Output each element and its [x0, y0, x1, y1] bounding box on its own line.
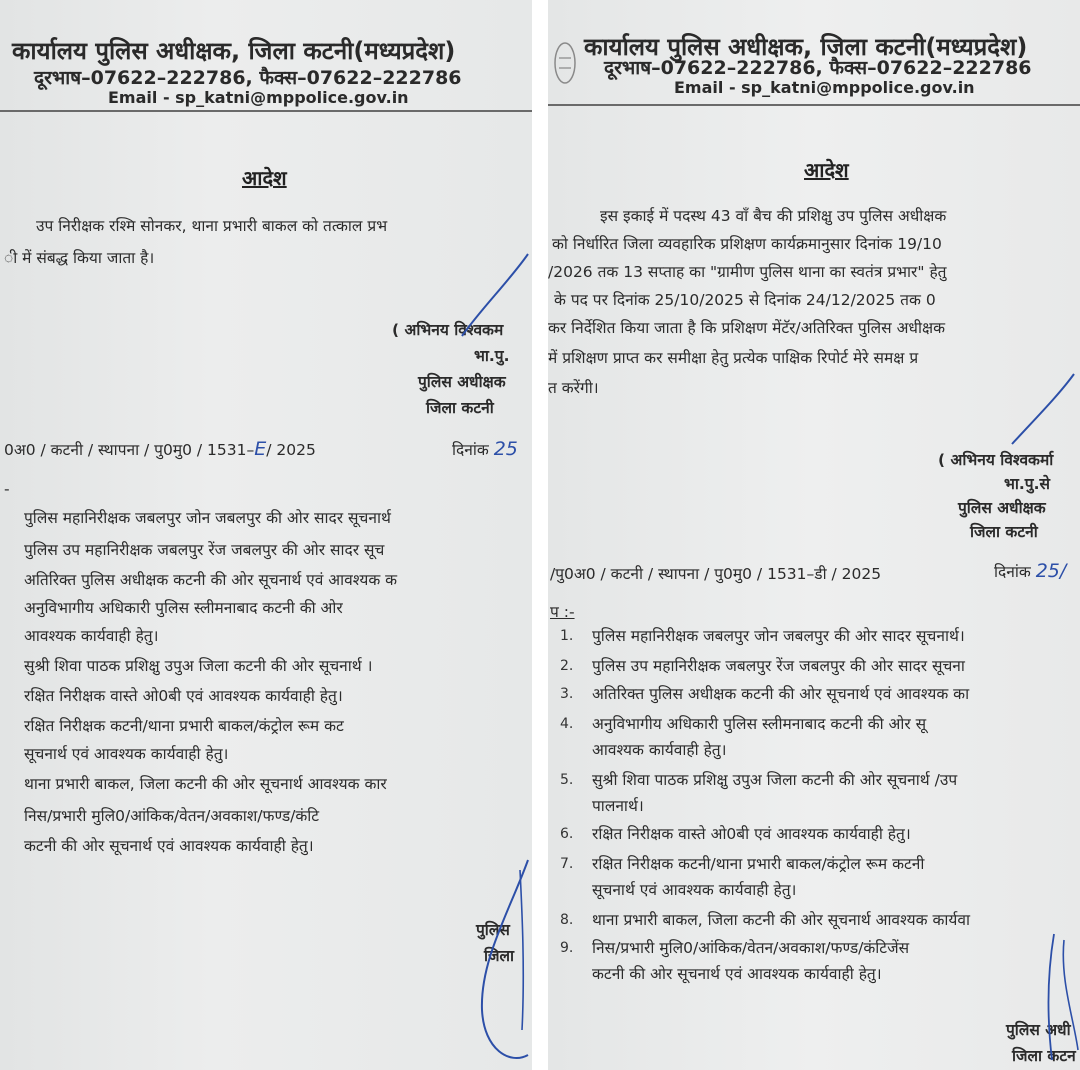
header-rule [548, 104, 1080, 106]
date-label: दिनांक [452, 441, 489, 459]
contact-line: दूरभाष–07622–222786, फैक्स–07622–222786 [34, 67, 462, 89]
order-body-line: उप निरीक्षक रश्मि सोनकर, थाना प्रभारी बाकल को तत्काल प्रभ [36, 217, 388, 235]
copy-list-item: अतिरिक्त पुलिस अधीक्षक कटनी की ओर सूचनार्थ एवं आवश्यक क [24, 571, 398, 589]
bottom-signature-designation: पुलिस अधी [1006, 1021, 1071, 1039]
handwritten-signature-stroke [470, 850, 532, 1070]
signatory-name: ( अभिनय विश्वकम [392, 321, 504, 339]
list-number: 9. [560, 940, 574, 956]
signatory-district: जिला कटनी [970, 523, 1038, 541]
handwritten-signature-stroke [440, 250, 532, 340]
date-field [452, 438, 518, 460]
reference-number [4, 438, 316, 460]
list-item: कटनी की ओर सूचनार्थ एवं आवश्यक कार्यवाही हेतु। [592, 965, 882, 983]
order-body-line: में प्रशिक्षण प्राप्त कर समीक्षा हेतु प्रत्येक पाक्षिक रिपोर्ट मेरे समक्ष प्र [548, 349, 919, 367]
date-field [994, 560, 1066, 582]
list-item: पुलिस महानिरीक्षक जबलपुर जोन जबलपुर की ओर सादर सूचनार्थ। [592, 627, 965, 645]
copy-mark: - [4, 480, 10, 498]
copy-list-item: कटनी की ओर सूचनार्थ एवं आवश्यक कार्यवाही हेतु। [24, 837, 314, 855]
bottom-signature-district: जिला कटन [1012, 1047, 1076, 1065]
contact-line: दूरभाष–07622–222786, फैक्स–07622–222786 [604, 57, 1032, 79]
list-item: आवश्यक कार्यवाही हेतु। [592, 741, 727, 759]
handwritten-signature-stroke [998, 370, 1080, 450]
signatory-name: ( अभिनय विश्वकर्मा [938, 451, 1054, 469]
signatory-service: भा.पु. [474, 347, 510, 365]
order-body-line: कर निर्देशित किया जाता है कि प्रशिक्षण मेंटॅर/अतिरिक्त पुलिस अधीक्षक [548, 319, 945, 337]
copy-list-item: रक्षित निरीक्षक कटनी/थाना प्रभारी बाकल/कंट्रोल रूम कट [24, 717, 344, 735]
reference-text: 0अ0 / कटनी / स्थापना / पु0मु0 / 1531– [4, 441, 255, 459]
signatory-service: भा.पु.से [1004, 475, 1050, 493]
handwritten-date: 25/ [1035, 560, 1067, 582]
order-body-line: /2026 तक 13 सप्ताह का "ग्रामीण पुलिस थाना का स्वतंत्र प्रभार" हेतु [548, 263, 947, 281]
email-line: Email - sp_katni@mppolice.gov.in [108, 88, 409, 107]
order-body-line: ी में संबद्ध किया जाता है। [4, 249, 155, 267]
list-item: पुलिस उप महानिरीक्षक जबलपुर रेंज जबलपुर की ओर सादर सूचना [592, 657, 965, 675]
copy-list-item: अनुविभागीय अधिकारी पुलिस स्लीमनाबाद कटनी की ओर [24, 599, 343, 617]
copy-list-item: रक्षित निरीक्षक वास्ते ओ0बी एवं आवश्यक कार्यवाही हेतु। [24, 687, 343, 705]
order-title: आदेश [242, 166, 287, 190]
copy-list-item: आवश्यक कार्यवाही हेतु। [24, 627, 159, 645]
list-number: 5. [560, 772, 574, 788]
reference-number: /पु0अ0 / कटनी / स्थापना / पु0मु0 / 1531–डी / 2025 [550, 565, 882, 583]
emblem-icon [552, 38, 578, 88]
list-item: थाना प्रभारी बाकल, जिला कटनी की ओर सूचनार्थ आवश्यक कार्यवा [592, 911, 970, 929]
list-item: सूचनार्थ एवं आवश्यक कार्यवाही हेतु। [592, 881, 797, 899]
list-number: 6. [560, 826, 574, 842]
list-number: 4. [560, 716, 574, 732]
list-item: अतिरिक्त पुलिस अधीक्षक कटनी की ओर सूचनार्थ एवं आवश्यक का [592, 685, 970, 703]
order-body-line: त करेंगी। [548, 379, 599, 397]
copy-list-item: पुलिस महानिरीक्षक जबलपुर जोन जबलपुर की ओर सादर सूचनार्थ [24, 509, 391, 527]
handwritten-date: 25 [493, 438, 518, 460]
signatory-designation: पुलिस अधीक्षक [958, 499, 1046, 517]
office-header: कार्यालय पुलिस अधीक्षक, जिला कटनी(मध्यप्रदेश) [584, 33, 1028, 61]
copy-list-item: थाना प्रभारी बाकल, जिला कटनी की ओर सूचनार्थ आवश्यक कार [24, 775, 387, 793]
copy-list-item: पुलिस उप महानिरीक्षक जबलपुर रेंज जबलपुर की ओर सादर सूच [24, 541, 385, 559]
header-rule [0, 110, 532, 112]
handwritten-signature-stroke [1034, 930, 1080, 1070]
email-line: Email - sp_katni@mppolice.gov.in [674, 78, 975, 97]
list-item: सुश्री शिवा पाठक प्रशिक्षु उपुअ जिला कटनी की ओर सूचनार्थ /उप [592, 771, 958, 789]
signatory-designation: पुलिस अधीक्षक [418, 373, 506, 391]
list-number: 3. [560, 686, 574, 702]
reference-year: / 2025 [266, 441, 316, 459]
copy-list-item: सूचनार्थ एवं आवश्यक कार्यवाही हेतु। [24, 745, 229, 763]
copy-mark: प :- [550, 603, 575, 621]
bottom-signature-district: जिला [484, 947, 515, 965]
handwritten-ref-letter: E [254, 438, 267, 460]
list-number: 2. [560, 658, 574, 674]
list-item: निस/प्रभारी मुलि0/आंकिक/वेतन/अवकाश/फण्ड/कंटिजेंस [592, 939, 910, 957]
list-item: अनुविभागीय अधिकारी पुलिस स्लीमनाबाद कटनी की ओर सू [592, 715, 927, 733]
list-number: 7. [560, 856, 574, 872]
copy-list-item: सुश्री शिवा पाठक प्रशिक्षु उपुअ जिला कटनी की ओर सूचनार्थ । [24, 657, 373, 675]
page-separator [532, 0, 548, 1070]
signatory-district: जिला कटनी [426, 399, 494, 417]
list-item: रक्षित निरीक्षक कटनी/थाना प्रभारी बाकल/कंट्रोल रूम कटनी [592, 855, 925, 873]
order-body-line: इस इकाई में पदस्थ 43 वॉं बैच की प्रशिक्षु उप पुलिस अधीक्षक [600, 207, 947, 225]
list-item: रक्षित निरीक्षक वास्ते ओ0बी एवं आवश्यक कार्यवाही हेतु। [592, 825, 911, 843]
list-item: पालनार्थ। [592, 797, 644, 815]
bottom-signature-designation: पुलिस [476, 921, 510, 939]
copy-list-item: निस/प्रभारी मुलि0/आंकिक/वेतन/अवकाश/फण्ड/कंटि [24, 807, 320, 825]
right-document-page [548, 0, 1080, 1070]
list-number: 8. [560, 912, 574, 928]
left-document-page [0, 0, 532, 1070]
order-body-line: को निर्धारित जिला व्यवहारिक प्रशिक्षण कार्यक्रमानुसार दिनांक 19/10 [552, 235, 942, 253]
order-title: आदेश [804, 158, 849, 182]
order-body-line: के पद पर दिनांक 25/10/2025 से दिनांक 24/12/2025 तक 0 [554, 291, 936, 309]
list-number: 1. [560, 628, 574, 644]
date-label: दिनांक [994, 563, 1031, 581]
office-header: कार्यालय पुलिस अधीक्षक, जिला कटनी(मध्यप्रदेश) [12, 37, 456, 65]
